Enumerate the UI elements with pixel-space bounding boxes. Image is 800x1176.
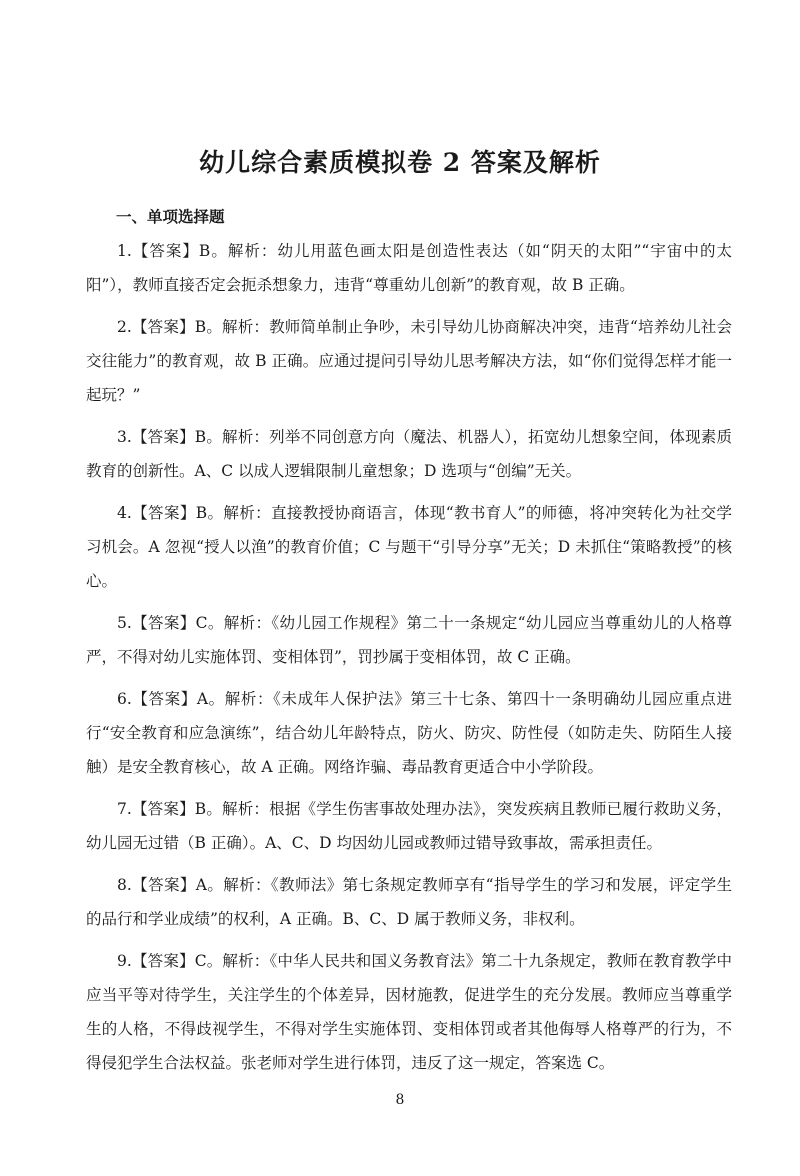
answer-item-7: 7.【答案】B。解析：根据《学生伤害事故处理办法》，突发疾病且教师已履行救助义务，幼儿园无过错（B 正确）。A、C、D 均因幼儿园或教师过错导致事故，需承担责任。 — [86, 800, 732, 852]
answer-item-5: 5.【答案】C。解析：《幼儿园工作规程》第二十一条规定“幼儿园应当尊重幼儿的人格尊严，不得对幼儿实施体罚、变相体罚”，罚抄属于变相体罚，故 C 正确。 — [86, 614, 732, 666]
answer-item-1: 1.【答案】B。解析：幼儿用蓝色画太阳是创造性表达（如“阴天的太阳”“宇宙中的太阳”），教师直接否定会扼杀想象力，违背“尊重幼儿创新”的教育观，故 B 正确。 — [86, 242, 732, 294]
answer-item-9: 9.【答案】C。解析：《中华人民共和国义务教育法》第二十九条规定，教师在教育教学中应当平等对待学生，关注学生的个体差异，因材施教，促进学生的充分发展。教师应当尊重学生的人格，不得歧视学生，不得对学生实施体罚、变相体罚或者其他侮辱人格尊严的行为，不得侵犯学生合法权益。张老师对学生进行体罚，违反了这一规定，答案选 C。 — [86, 952, 732, 1072]
section-heading: 一、单项选择题 — [116, 207, 225, 226]
answer-item-4: 4.【答案】B。解析：直接教授协商语言，体现“教书育人”的师德，将冲突转化为社交学习机会。A 忽视“授人以渔”的教育价值；C 与题干“引导分享”无关；D 未抓住“策略教授”的核心。 — [86, 504, 732, 590]
page-title: 幼儿综合素质模拟卷 2 答案及解析 — [199, 148, 601, 177]
answer-item-3: 3.【答案】B。解析：列举不同创意方向（魔法、机器人），拓宽幼儿想象空间，体现素质教育的创新性。A、C 以成人逻辑限制儿童想象；D 选项与“创编”无关。 — [86, 428, 732, 480]
answer-item-2: 2.【答案】B。解析：教师简单制止争吵，未引导幼儿协商解决冲突，违背“培养幼儿社会交往能力”的教育观，故 B 正确。应通过提问引导幼儿思考解决方法，如“你们觉得怎样才能一起玩？” — [86, 318, 732, 404]
answer-item-6: 6.【答案】A。解析：《未成年人保护法》第三十七条、第四十一条明确幼儿园应重点进行“安全教育和应急演练”，结合幼儿年龄特点，防火、防灾、防性侵（如防走失、防陌生人接触）是安全教育核心，故 A 正确。网络诈骗、毒品教育更适合中小学阶段。 — [86, 690, 732, 776]
answer-item-8: 8.【答案】A。解析：《教师法》第七条规定教师享有“指导学生的学习和发展，评定学生的品行和学业成绩”的权利，A 正确。B、C、D 属于教师义务，非权利。 — [86, 876, 732, 928]
page-number: 8 — [395, 1092, 405, 1108]
answer-list — [86, 234, 732, 1088]
